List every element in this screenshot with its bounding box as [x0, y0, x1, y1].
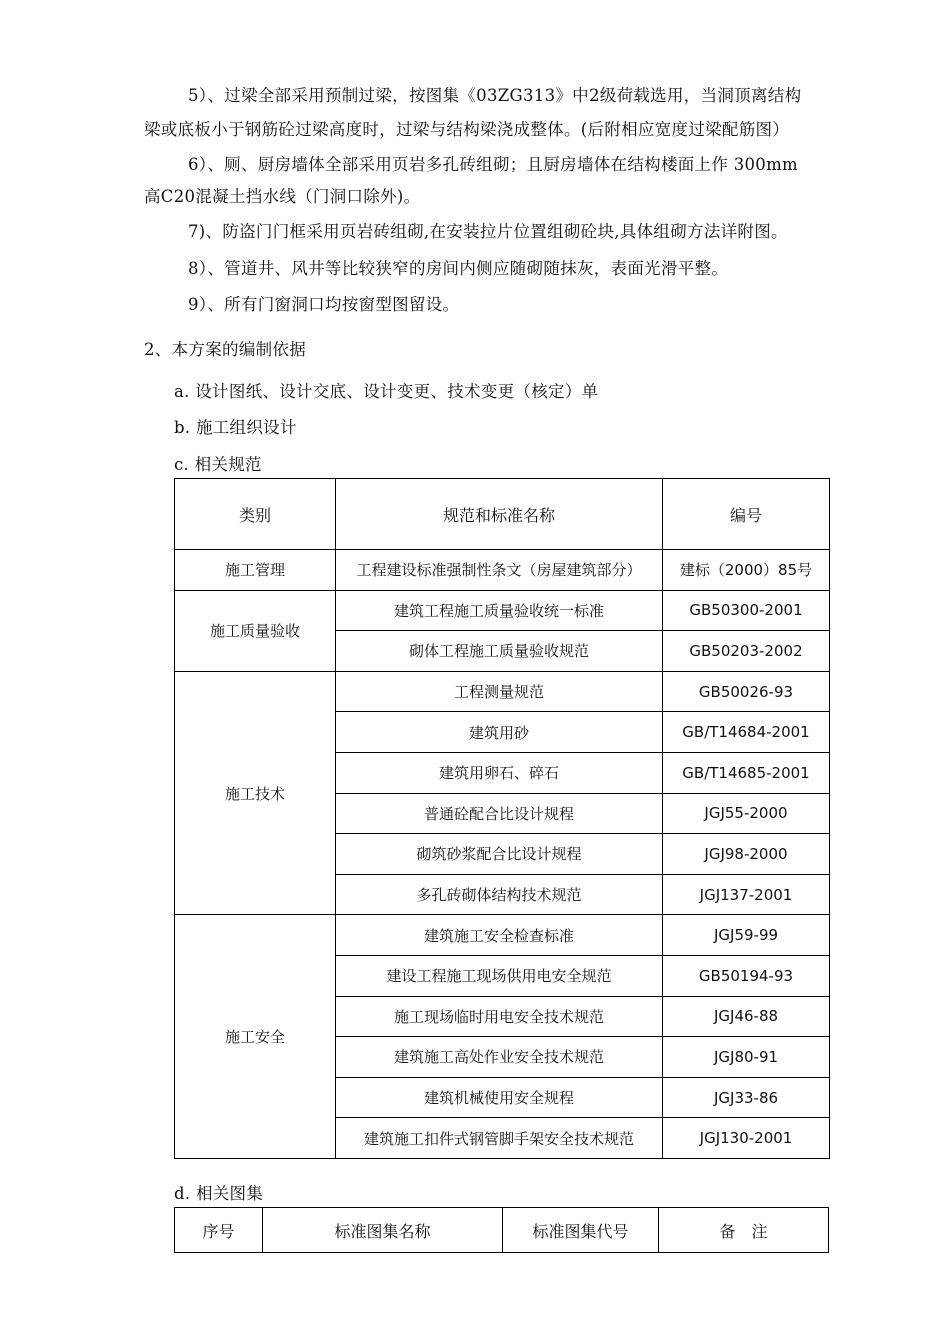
- header-code: 编号: [663, 479, 830, 550]
- basis-item-d: d. 相关图集: [174, 1184, 264, 1203]
- standard-name-cell: 建筑用卵石、碎石: [336, 752, 663, 793]
- standard-code-cell: GB50026-93: [663, 671, 830, 712]
- basis-item-a: a. 设计图纸、设计交底、设计变更、技术变更（核定）单: [174, 382, 599, 401]
- standard-name-cell: 建筑施工扣件式钢管脚手架安全技术规范: [336, 1118, 663, 1159]
- standard-name-cell: 普通砼配合比设计规程: [336, 793, 663, 834]
- category-cell: 施工安全: [175, 915, 336, 1159]
- standard-code-cell: GB/T14685-2001: [663, 752, 830, 793]
- standard-code-cell: GB/T14684-2001: [663, 712, 830, 753]
- standard-code-cell: JGJ130-2001: [663, 1118, 830, 1159]
- paragraph-7: 7)、防盗门门框采用页岩砖组砌,在安装拉片位置组砌砼块,具体组砌方法详附图。: [188, 222, 788, 241]
- standard-name-cell: 砌筑砂浆配合比设计规程: [336, 834, 663, 875]
- standard-name-cell: 建筑施工高处作业安全技术规范: [336, 1037, 663, 1078]
- atlas-header-remark: 备 注: [659, 1208, 829, 1253]
- standard-name-cell: 多孔砖砌体结构技术规范: [336, 874, 663, 915]
- section-2-title: 2、本方案的编制依据: [144, 340, 306, 359]
- table-row: [175, 590, 830, 631]
- atlas-table: [174, 1207, 829, 1253]
- paragraph-6-line-1: 6）、厕、厨房墙体全部采用页岩多孔砖组砌；且厨房墙体在结构楼面上作 300mm: [188, 155, 798, 174]
- standard-name-cell: 建筑工程施工质量验收统一标准: [336, 590, 663, 631]
- standard-code-cell: JGJ33-86: [663, 1077, 830, 1118]
- basis-item-c: c. 相关规范: [174, 455, 262, 474]
- standard-code-cell: JGJ59-99: [663, 915, 830, 956]
- header-name: 规范和标准名称: [336, 479, 663, 550]
- paragraph-6-line-2: 高C20混凝土挡水线（门洞口除外)。: [144, 187, 421, 206]
- header-category: 类别: [175, 479, 336, 550]
- atlas-header-index: 序号: [175, 1208, 263, 1253]
- atlas-table-header: [175, 1208, 829, 1253]
- standard-code-cell: JGJ80-91: [663, 1037, 830, 1078]
- paragraph-8: 8）、管道井、风井等比较狭窄的房间内侧应随砌随抹灰，表面光滑平整。: [188, 259, 729, 278]
- paragraph-9: 9）、所有门窗洞口均按窗型图留设。: [188, 295, 460, 314]
- standard-code-cell: GB50203-2002: [663, 631, 830, 672]
- atlas-header-name: 标准图集名称: [263, 1208, 503, 1253]
- standard-code-cell: GB50194-93: [663, 955, 830, 996]
- standard-code-cell: JGJ98-2000: [663, 834, 830, 875]
- standard-name-cell: 工程建设标准强制性条文（房屋建筑部分）: [336, 550, 663, 591]
- standards-table-header: [175, 479, 830, 550]
- standard-name-cell: 建筑施工安全检查标准: [336, 915, 663, 956]
- atlas-header-code: 标准图集代号: [503, 1208, 659, 1253]
- paragraph-5-line-2: 梁或底板小于钢筋砼过梁高度时，过梁与结构梁浇成整体。(后附相应宽度过梁配筋图）: [144, 120, 790, 139]
- category-cell: 施工管理: [175, 550, 336, 591]
- standard-name-cell: 砌体工程施工质量验收规范: [336, 631, 663, 672]
- standard-name-cell: 建设工程施工现场供用电安全规范: [336, 955, 663, 996]
- standard-name-cell: 施工现场临时用电安全技术规范: [336, 996, 663, 1037]
- standard-code-cell: JGJ55-2000: [663, 793, 830, 834]
- basis-item-b: b. 施工组织设计: [174, 418, 297, 437]
- standard-code-cell: JGJ46-88: [663, 996, 830, 1037]
- standards-table: [174, 478, 830, 1159]
- category-cell: 施工质量验收: [175, 590, 336, 671]
- category-cell: 施工技术: [175, 671, 336, 915]
- standard-code-cell: 建标（2000）85号: [663, 550, 830, 591]
- standard-code-cell: GB50300-2001: [663, 590, 830, 631]
- standard-code-cell: JGJ137-2001: [663, 874, 830, 915]
- table-row: [175, 915, 830, 956]
- standard-name-cell: 建筑机械使用安全规程: [336, 1077, 663, 1118]
- standard-name-cell: 建筑用砂: [336, 712, 663, 753]
- table-row: [175, 550, 830, 591]
- paragraph-5-line-1: 5）、过梁全部采用预制过梁，按图集《03ZG313》中2级荷载选用，当洞顶离结构: [188, 86, 802, 105]
- table-row: [175, 671, 830, 712]
- standard-name-cell: 工程测量规范: [336, 671, 663, 712]
